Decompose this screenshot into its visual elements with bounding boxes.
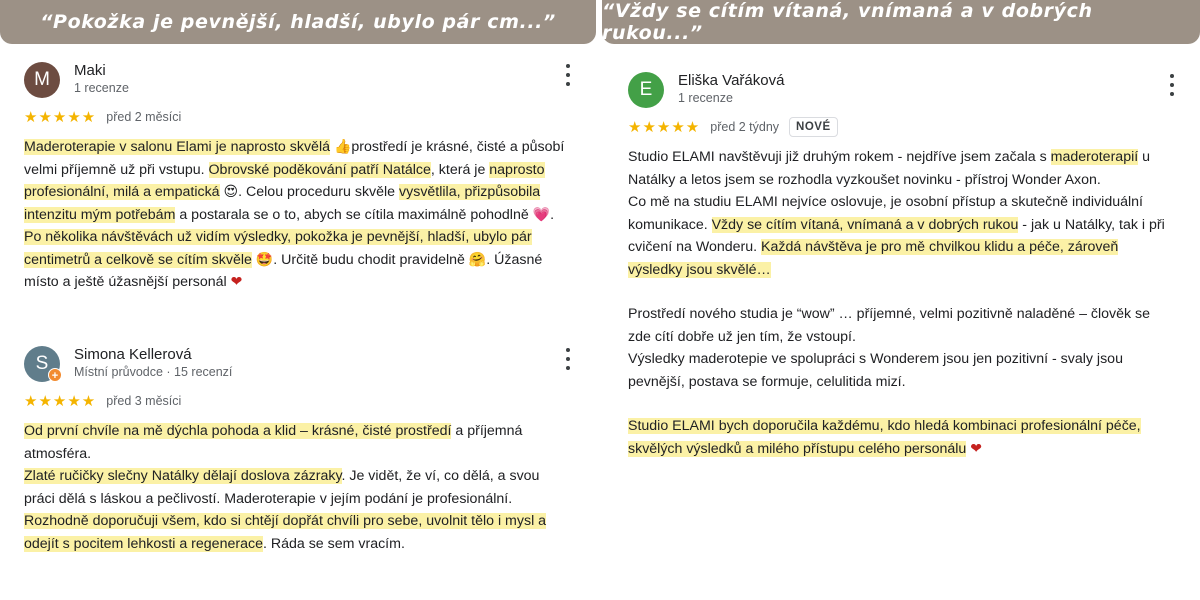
rating-stars-icon: ★★★★★	[24, 392, 97, 410]
more-options-icon[interactable]	[1168, 74, 1176, 96]
review-text	[24, 420, 572, 555]
quote-banner-right: “Vždy se cítím vítaná, vnímaná a v dobrých rukou...”	[602, 0, 1200, 44]
review-header	[24, 346, 572, 386]
review-header	[628, 72, 1176, 112]
highlighted-phrase: Obrovské poděkování patří Natálce	[208, 161, 431, 178]
star-struck-icon: 🤩	[255, 251, 274, 268]
red-heart-icon: ❤	[970, 440, 983, 457]
review-meta	[24, 106, 572, 128]
pink-heart-icon: 💗	[532, 206, 551, 223]
highlighted-phrase: Od první chvíle na mě dýchla pohoda a klid – krásné, čisté prostředí	[24, 423, 452, 439]
review-header	[24, 62, 572, 102]
highlighted-phrase: vysvětlila, přizpůsobila intenzitu mým potřebám	[24, 184, 541, 223]
review-text-segment: . Úžasné místo a ještě úžasnější personál	[24, 251, 543, 290]
review-text-segment: Studio ELAMI navštěvuji již druhým rokem - nejdříve jsem začala s	[628, 149, 1051, 165]
review-card-maki	[24, 62, 572, 294]
review-text-segment: . Určitě budu chodit pravidelně	[273, 251, 469, 268]
highlighted-phrase: naprosto profesionální, milá a empatická	[24, 161, 545, 200]
highlighted-phrase: Každá návštěva je pro mě chvilkou klidu a péče, zároveň výsledky jsou skvělé…	[628, 239, 1119, 278]
red-heart-icon: ❤	[230, 274, 243, 290]
review-text-segment: . Celou proceduru skvěle	[238, 184, 400, 200]
more-options-icon[interactable]	[564, 348, 572, 370]
avatar[interactable]: M	[24, 62, 60, 98]
review-text-segment: prostředí je krásné, čisté a působí velmi příjemně už při vstupu.	[24, 139, 565, 178]
rating-stars-icon: ★★★★★	[628, 118, 701, 136]
heart-eyes-icon: 😍	[223, 184, 239, 200]
review-text-segment: , která je	[430, 161, 490, 178]
reviewer-review-count: 1 recenze	[74, 81, 129, 95]
review-text-segment: Výsledky maderotepie ve spolupráci s Wonderem jsou jen pozitivní - svaly jsou pevnější, postava se formuje, celulitida mizí.	[628, 351, 1123, 390]
review-text-segment: . Je vidět, že ví, co dělá, a svou práci dělá s láskou a pečlivostí. Maderoterapie v jejím podání je profesionální.	[24, 468, 540, 507]
highlighted-phrase: Studio ELAMI bych doporučila každému, kdo hledá kombinaci profesionální péče, skvělých výsledků a milého přístupu celého personálu	[628, 418, 1141, 457]
review-card-eliska	[628, 72, 1176, 460]
reviewer-name[interactable]: Maki	[74, 62, 106, 79]
review-text-segment: . Ráda se sem vracím.	[262, 535, 405, 552]
hugging-face-icon: 🤗	[468, 251, 487, 268]
review-meta	[24, 390, 572, 412]
review-text	[24, 136, 572, 294]
review-text-segment: u Natálky a letos jsem se rozhodla vyzkoušet novinku - přístroj Wonder Axon.	[628, 149, 1151, 188]
review-date: před 2 týdny	[710, 120, 780, 134]
review-text-segment: - jak u Natálky, tak i při cvičení na Wonderu.	[628, 216, 1165, 255]
review-text-segment: a příjemná atmosféra.	[24, 423, 523, 462]
quote-banner-left: “Pokožka je pevnější, hladší, ubylo pár cm...”	[0, 0, 596, 44]
reviewer-review-count: 1 recenze	[678, 91, 733, 105]
review-text	[628, 146, 1176, 460]
review-card-simona	[24, 346, 572, 555]
review-meta	[628, 116, 1176, 138]
highlighted-phrase: Vždy se cítím vítaná, vnímaná a v dobrých rukou	[711, 216, 1019, 233]
review-date: před 2 měsíci	[106, 110, 182, 124]
highlighted-phrase: Rozhodně doporučuji všem, kdo si chtějí dopřát chvíli pro sebe, uvolnit tělo i mysl a odejít s pocitem lehkosti a regenerace	[24, 513, 547, 552]
reviewer-name[interactable]: Eliška Vařáková	[678, 72, 785, 89]
local-guide-badge-icon: +	[48, 368, 62, 382]
highlighted-phrase: Maderoterapie v salonu Elami je naprosto skvělá	[24, 139, 330, 155]
avatar[interactable]: S	[24, 346, 60, 382]
reviewer-review-count: Místní průvodce · 15 recenzí	[74, 365, 233, 379]
review-text-segment: a postarala se o to, abych se cítila maximálně pohodlně	[175, 206, 533, 223]
thumbs-up-icon: 👍	[333, 139, 352, 155]
highlighted-phrase: Zlaté ručičky slečny Natálky dělají doslova zázraky	[24, 468, 342, 484]
highlighted-phrase: Po několika návštěvách už vidím výsledky, pokožka je pevnější, hladší, ubylo pár centimetrů a celkově se cítím skvěle	[24, 229, 532, 268]
review-date: před 3 měsíci	[106, 394, 182, 408]
new-badge: NOVÉ	[789, 117, 838, 137]
highlighted-phrase: maderoterapií	[1050, 149, 1139, 165]
review-text-segment: Prostředí nového studia je “wow” … příjemné, velmi pozitivně naladěné – člověk se zde cítí dobře už jen tím, že vstoupí.	[628, 306, 1151, 345]
rating-stars-icon: ★★★★★	[24, 108, 97, 126]
review-text-segment: .	[550, 206, 555, 223]
reviewer-name[interactable]: Simona Kellerová	[74, 346, 192, 363]
review-text-segment: Co mě na studiu ELAMI nejvíce oslovuje, je osobní přístup a skutečně individuální komunikace.	[628, 194, 1143, 233]
more-options-icon[interactable]	[564, 64, 572, 86]
avatar[interactable]: E	[628, 72, 664, 108]
